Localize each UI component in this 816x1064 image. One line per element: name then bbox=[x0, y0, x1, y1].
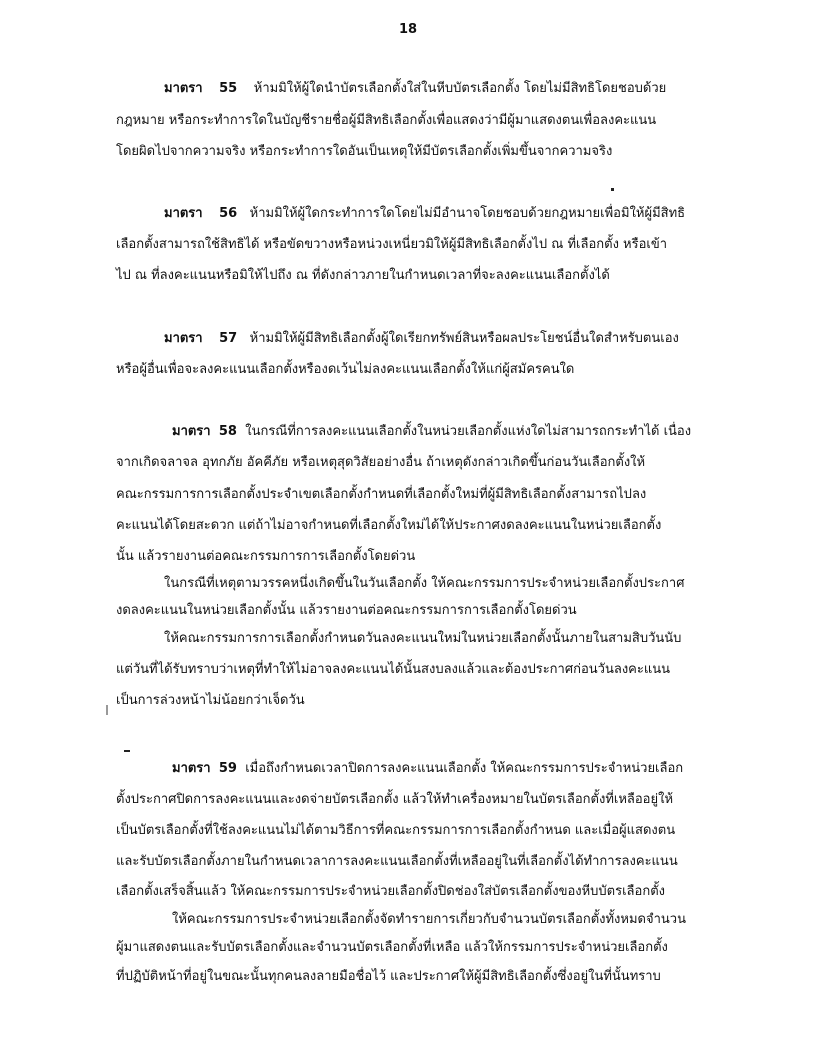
scan-speck bbox=[124, 750, 130, 752]
paragraph-line: ในกรณีที่เหตุตามวรรคหนึ่งเกิดขึ้นในวันเลือกตั้ง ให้คณะกรรมการประจำหน่วยเลือกตั้งประกาศ bbox=[164, 576, 685, 591]
paragraph-line: และรับบัตรเลือกตั้งภายในกำหนดเวลาการลงคะแนนเลือกตั้งที่เหลืออยู่ในที่เลือกตั้งได้ทำการลงคะแนน bbox=[116, 854, 678, 869]
paragraph-line: ในกรณีที่การลงคะแนนเลือกตั้งในหน่วยเลือกตั้งแห่งใดไม่สามารถกระทำได้ เนื่อง bbox=[245, 424, 692, 439]
paragraph-line: จากเกิดจลาจล อุทกภัย อัคคีภัย หรือเหตุสุดวิสัยอย่างอื่น ถ้าเหตุดังกล่าวเกิดขึ้นก่อนวันเลือกตั้งให้ bbox=[116, 455, 646, 470]
section-heading-line bbox=[164, 80, 734, 100]
section-number: 57 bbox=[219, 331, 238, 346]
paragraph-line: เลือกตั้งเสร็จสิ้นแล้ว ให้คณะกรรมการประจำหน่วยเลือกตั้งปิดช่องใส่บัตรเลือกตั้งของหีบบัตรเลือกตั้ง bbox=[116, 884, 665, 899]
paragraph-line: ให้คณะกรรมการการเลือกตั้งกำหนดวันลงคะแนนใหม่ในหน่วยเลือกตั้งนั้นภายในสามสิบวันนับ bbox=[164, 631, 682, 646]
paragraph-line: เมื่อถึงกำหนดเวลาปิดการลงคะแนนเลือกตั้ง ให้คณะกรรมการประจำหน่วยเลือก bbox=[245, 761, 684, 776]
paragraph-line: ผู้มาแสดงตนและรับบัตรเลือกตั้งและจำนวนบัตรเลือกตั้งที่เหลือ แล้วให้กรรมการประจำหน่วยเลือกตั้ง bbox=[116, 940, 668, 955]
paragraph-line: งดลงคะแนนในหน่วยเลือกตั้งนั้น แล้วรายงานต่อคณะกรรมการการเลือกตั้งโดยด่วน bbox=[116, 603, 577, 618]
paragraph-line: คณะกรรมการการเลือกตั้งประจำเขตเลือกตั้งกำหนดที่เลือกตั้งใหม่ที่ผู้มีสิทธิเลือกตั้งสามารถไปลง bbox=[116, 487, 647, 502]
paragraph-line: ห้ามมิให้ผู้ใดกระทำการใดโดยไม่มีอำนาจโดยชอบด้วยกฎหมายเพื่อมิให้ผู้มีสิทธิ bbox=[249, 206, 686, 221]
paragraph-line: ห้ามมิให้ผู้ใดนำบัตรเลือกตั้งใส่ในหีบบัตรเลือกตั้ง โดยไม่มีสิทธิโดยชอบด้วย bbox=[253, 81, 667, 96]
section-label: มาตรา bbox=[172, 424, 211, 439]
scan-speck bbox=[106, 705, 108, 715]
section-number: 56 bbox=[219, 206, 238, 221]
paragraph-line: เลือกตั้งสามารถใช้สิทธิได้ หรือขัดขวางหรือหน่วงเหนี่ยวมิให้ผู้มีสิทธิเลือกตั้งไป ณ ที่เลือกตั้ง หรือเข้า bbox=[116, 237, 668, 252]
section-label: มาตรา bbox=[164, 206, 203, 221]
paragraph-line: นั้น แล้วรายงานต่อคณะกรรมการการเลือกตั้งโดยด่วน bbox=[116, 549, 416, 564]
section-label: มาตรา bbox=[164, 331, 203, 346]
paragraph-line: กฎหมาย หรือกระทำการใดในบัญชีรายชื่อผู้มีสิทธิเลือกตั้งเพื่อแสดงว่ามีผู้มาแสดงตนเพื่อลงคะแนน bbox=[116, 113, 657, 128]
section-number: 59 bbox=[218, 761, 237, 776]
paragraph-line: คะแนนได้โดยสะดวก แต่ถ้าไม่อาจกำหนดที่เลือกตั้งใหม่ได้ให้ประกาศงดลงคะแนนในหน่วยเลือกตั้ง bbox=[116, 518, 662, 533]
section-heading-line bbox=[164, 330, 734, 350]
section-heading-line bbox=[172, 760, 734, 780]
section-heading-line bbox=[164, 205, 734, 225]
paragraph-line: ไป ณ ที่ลงคะแนนหรือมิให้ไปถึง ณ ที่ดังกล่าวภายในกำหนดเวลาที่จะลงคะแนนเลือกตั้งได้ bbox=[116, 268, 610, 283]
section-label: มาตรา bbox=[172, 761, 211, 776]
paragraph-line: หรือผู้อื่นเพื่อจะลงคะแนนเลือกตั้งหรืองดเว้นไม่ลงคะแนนเลือกตั้งให้แก่ผู้สมัครคนใด bbox=[116, 362, 575, 377]
paragraph-line: เป็นบัตรเลือกตั้งที่ใช้ลงคะแนนไม่ได้ตามวิธีการที่คณะกรรมการการเลือกตั้งกำหนด และเมื่อผู้แสดงตน bbox=[116, 823, 676, 838]
section-label: มาตรา bbox=[164, 81, 203, 96]
paragraph-line: แต่วันที่ได้รับทราบว่าเหตุที่ทำให้ไม่อาจลงคะแนนได้นั้นสงบลงแล้วและต้องประกาศก่อนวันลงคะแนน bbox=[116, 662, 670, 677]
paragraph-line: ตั้งประกาศปิดการลงคะแนนและงดจ่ายบัตรเลือกตั้ง แล้วให้ทำเครื่องหมายในบัตรเลือกตั้งที่เหลืออยู่ให้ bbox=[116, 792, 674, 807]
page-number: 18 bbox=[398, 22, 418, 37]
paragraph-line: ให้คณะกรรมการประจำหน่วยเลือกตั้งจัดทำรายการเกี่ยวกับจำนวนบัตรเลือกตั้งทั้งหมดจำนวน bbox=[172, 912, 686, 927]
paragraph-line: เป็นการล่วงหน้าไม่น้อยกว่าเจ็ดวัน bbox=[116, 693, 305, 708]
paragraph-line: ห้ามมิให้ผู้มีสิทธิเลือกตั้งผู้ใดเรียกทรัพย์สินหรือผลประโยชน์อื่นใดสำหรับตนเอง bbox=[249, 331, 679, 346]
paragraph-line: ที่ปฏิบัติหน้าที่อยู่ในขณะนั้นทุกคนลงลายมือชื่อไว้ และประกาศให้ผู้มีสิทธิเลือกตั้งซึ่งอยู่ในที่นั้นทราบ bbox=[116, 969, 661, 984]
paragraph-line: โดยผิดไปจากความจริง หรือกระทำการใดอันเป็นเหตุให้มีบัตรเลือกตั้งเพิ่มขึ้นจากความจริง bbox=[116, 144, 613, 159]
section-number: 55 bbox=[219, 81, 238, 96]
section-heading-line bbox=[172, 423, 734, 443]
section-number: 58 bbox=[218, 424, 237, 439]
scan-speck bbox=[611, 188, 614, 191]
